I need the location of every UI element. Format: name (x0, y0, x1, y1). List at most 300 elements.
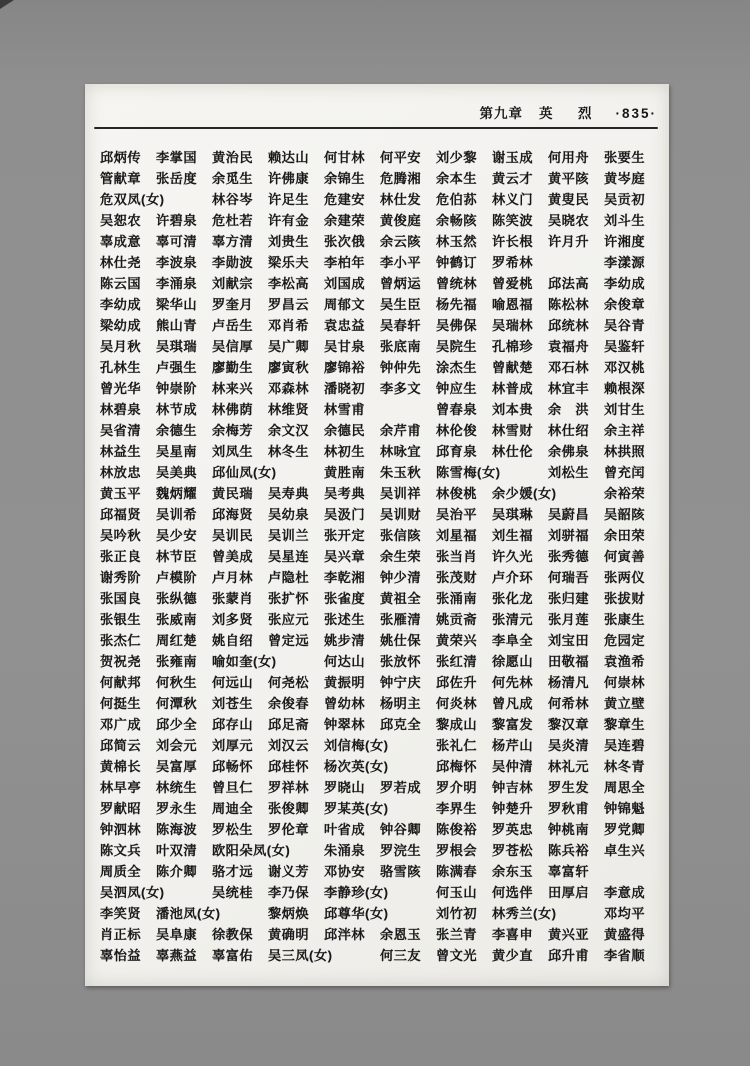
name-cell: 袁忠益 (324, 318, 366, 333)
name-cell: 吴院生 (436, 339, 478, 354)
name-row (100, 440, 660, 461)
name-row (100, 944, 660, 965)
name-cell: 张要生 (604, 150, 646, 165)
name-cell: 邱梅怀 (436, 759, 478, 774)
name-row (100, 272, 660, 293)
name-cell: 林放忠 (100, 465, 142, 480)
name-row (100, 650, 660, 671)
name-cell: 辜方清 (212, 234, 254, 249)
name-cell: 林益生 (100, 444, 142, 459)
name-cell: 陈兵裕 (548, 843, 590, 858)
page-header (479, 102, 657, 122)
name-cell: 林维贤 (268, 402, 310, 417)
scan-corner-artifact (0, 0, 14, 9)
name-cell: 叶双清 (156, 843, 198, 858)
name-cell: 罗伦章 (268, 822, 310, 837)
name-cell: 田厚启 (548, 885, 590, 900)
name-cell: 卢模阶 (156, 570, 198, 585)
name-row (100, 503, 660, 524)
name-cell: 孔棉珍 (492, 339, 534, 354)
name-cell: 黎富发 (492, 717, 534, 732)
name-cell: 钟锦魁 (604, 801, 646, 816)
name-cell: 魏炳耀 (156, 486, 198, 501)
name-cell: 邱存山 (212, 717, 254, 732)
name-cell: 罗若成 (380, 780, 422, 795)
name-cell: 邱桂怀 (268, 759, 310, 774)
name-cell: 杨清凡 (548, 675, 590, 690)
name-cell: 邱泮林 (324, 927, 366, 942)
name-cell: 吴阜康 (156, 927, 198, 942)
name-cell: 林早亭 (100, 780, 142, 795)
name-cell: 吴训财 (380, 507, 422, 522)
name-cell: 吴广卿 (268, 339, 310, 354)
name-cell: 吴信厚 (212, 339, 254, 354)
name-cell: 黎炳焕 (268, 906, 310, 921)
name-cell: 何达山 (324, 654, 366, 669)
name-cell: 余文汉 (268, 423, 310, 438)
name-cell: 张扩怀 (268, 591, 310, 606)
name-cell: 李意成 (604, 885, 646, 900)
name-row (100, 776, 660, 797)
name-cell: 林初生 (324, 444, 366, 459)
name-cell: 黄胜南 (324, 465, 366, 480)
name-cell: 许足生 (268, 192, 310, 207)
name-cell: 刘本贵 (492, 402, 534, 417)
name-row (100, 797, 660, 818)
name-cell: 刘贵生 (268, 234, 310, 249)
name-cell: 林义门 (492, 192, 534, 207)
name-cell: 罗松生 (212, 822, 254, 837)
name-cell: 吴泗凤(女) (100, 885, 165, 900)
name-cell: 林普成 (492, 381, 534, 396)
name-cell: 何甘林 (324, 150, 366, 165)
name-cell: 周思全 (604, 780, 646, 795)
name-cell: 张纵德 (156, 591, 198, 606)
name-cell: 吴生臣 (380, 297, 422, 312)
name-cell: 张次俄 (324, 234, 366, 249)
name-cell: 林仕尧 (100, 255, 142, 270)
name-cell: 卢岳生 (212, 318, 254, 333)
header-rule (94, 127, 658, 129)
name-cell: 陈满春 (436, 864, 478, 879)
name-cell: 黄棉长 (100, 759, 142, 774)
name-cell: 林雪甫 (324, 402, 366, 417)
name-cell: 张当肖 (436, 549, 478, 564)
name-cell: 黄岑庭 (604, 171, 646, 186)
name-cell: 曾统林 (436, 276, 478, 291)
name-cell: 张放怀 (380, 654, 422, 669)
name-cell: 余建荣 (324, 213, 366, 228)
name-cell: 辜可清 (156, 234, 198, 249)
name-cell: 危杜若 (212, 213, 254, 228)
empty-cell (604, 870, 660, 871)
name-cell: 刘献宗 (212, 276, 254, 291)
name-cell: 何尧松 (268, 675, 310, 690)
name-cell: 黄立壁 (604, 696, 646, 711)
name-cell: 余云陔 (380, 234, 422, 249)
name-cell: 张雀度 (324, 591, 366, 606)
name-cell: 李涌泉 (156, 276, 198, 291)
name-cell: 张茂财 (436, 570, 478, 585)
name-cell: 邓协安 (324, 864, 366, 879)
name-cell: 何希林 (548, 696, 590, 711)
name-cell: 曾定远 (268, 633, 310, 648)
name-cell: 邱佐升 (436, 675, 478, 690)
name-cell: 何炎林 (436, 696, 478, 711)
name-cell: 吴甘泉 (324, 339, 366, 354)
name-cell: 周郁文 (324, 297, 366, 312)
name-cell: 叶省成 (324, 822, 366, 837)
name-cell: 廖寅秋 (268, 360, 310, 375)
name-cell: 余觅生 (212, 171, 254, 186)
name-cell: 罗某英(女) (324, 801, 389, 816)
name-cell: 徐教保 (212, 927, 254, 942)
name-cell: 李阜全 (492, 633, 534, 648)
name-cell: 何秋生 (156, 675, 198, 690)
name-cell: 李波泉 (156, 255, 198, 270)
name-cell: 张杰仁 (100, 633, 142, 648)
name-cell: 何玉山 (436, 885, 478, 900)
name-cell: 余俊春 (268, 696, 310, 711)
name-cell: 许月升 (548, 234, 590, 249)
name-cell: 林冬生 (268, 444, 310, 459)
name-cell: 钟翠林 (324, 717, 366, 732)
name-cell: 张雍南 (156, 654, 198, 669)
name-cell: 林节成 (156, 402, 198, 417)
name-cell: 曾文光 (436, 948, 478, 963)
name-cell: 吴训祥 (380, 486, 422, 501)
name-cell: 辜富佑 (212, 948, 254, 963)
name-cell: 钟宁庆 (380, 675, 422, 690)
name-cell: 林俊桃 (436, 486, 478, 501)
name-row (100, 881, 660, 902)
name-cell: 刘竹初 (436, 906, 478, 921)
name-cell: 邱炳传 (100, 150, 142, 165)
name-cell: 危双凤(女) (100, 192, 165, 207)
name-cell: 刘凤生 (212, 444, 254, 459)
name-cell: 吴恕农 (100, 213, 142, 228)
name-row (100, 692, 660, 713)
name-cell: 罗秋甫 (548, 801, 590, 816)
name-cell: 黄祖全 (380, 591, 422, 606)
name-cell: 曾献楚 (492, 360, 534, 375)
name-cell: 邱法高 (548, 276, 590, 291)
name-row (100, 293, 660, 314)
name-cell: 张礼仁 (436, 738, 478, 753)
name-row (100, 230, 660, 251)
name-cell: 刘骈福 (548, 528, 590, 543)
name-cell: 喻如奎(女) (212, 654, 277, 669)
name-cell: 邱简云 (100, 738, 142, 753)
name-cell: 吴瑞林 (492, 318, 534, 333)
name-cell: 余生荣 (380, 549, 422, 564)
name-cell: 李勋波 (212, 255, 254, 270)
name-cell: 危腾湘 (380, 171, 422, 186)
name-cell: 陈雪梅(女) (436, 465, 501, 480)
name-cell: 张岳度 (156, 171, 198, 186)
name-cell: 赖根深 (604, 381, 646, 396)
name-cell: 姚贡斋 (436, 612, 478, 627)
empty-cell (380, 408, 436, 409)
name-cell: 吴晓农 (548, 213, 590, 228)
name-cell: 罗生发 (548, 780, 590, 795)
name-row (100, 818, 660, 839)
name-cell: 卢强生 (156, 360, 198, 375)
book-page (85, 84, 669, 986)
name-cell: 何献邦 (100, 675, 142, 690)
name-cell: 刘宝田 (548, 633, 590, 648)
name-cell: 李柏年 (324, 255, 366, 270)
name-cell: 黄确明 (268, 927, 310, 942)
name-cell: 钟谷卿 (380, 822, 422, 837)
name-cell: 孔林生 (100, 360, 142, 375)
name-cell: 杨次英(女) (324, 759, 389, 774)
name-row (100, 167, 660, 188)
name-cell: 张归建 (548, 591, 590, 606)
name-cell: 林雪财 (492, 423, 534, 438)
name-cell: 张秀德 (548, 549, 590, 564)
name-cell: 钟吉林 (492, 780, 534, 795)
name-cell: 林礼元 (548, 759, 590, 774)
name-cell: 黎成山 (436, 717, 478, 732)
name-cell: 曾春泉 (436, 402, 478, 417)
name-cell: 曾幼林 (324, 696, 366, 711)
name-cell: 林碧泉 (100, 402, 142, 417)
name-cell: 刘国成 (324, 276, 366, 291)
name-cell: 卢隐杜 (268, 570, 310, 585)
name-cell: 吴仲清 (492, 759, 534, 774)
name-cell: 李笑贤 (100, 906, 142, 921)
name-cell: 吴韶陔 (604, 507, 646, 522)
name-row (100, 860, 660, 881)
name-cell: 钟楚升 (492, 801, 534, 816)
name-cell: 余锦生 (324, 171, 366, 186)
name-cell: 李幼成 (604, 276, 646, 291)
chapter-title: 英 烈 (538, 106, 598, 121)
name-cell: 许碧泉 (156, 213, 198, 228)
name-cell: 张蒙肖 (212, 591, 254, 606)
name-cell: 吴寿典 (268, 486, 310, 501)
name-cell: 黄盛得 (604, 927, 646, 942)
name-cell: 何瑞吾 (548, 570, 590, 585)
name-cell: 刘生福 (492, 528, 534, 543)
name-cell: 钟鹤订 (436, 255, 478, 270)
name-cell: 李掌国 (156, 150, 198, 165)
name-row (100, 482, 660, 503)
name-cell: 许湘度 (604, 234, 646, 249)
name-cell: 张述生 (324, 612, 366, 627)
name-cell: 邓石林 (548, 360, 590, 375)
name-cell: 吴贡初 (604, 192, 646, 207)
name-cell: 钟应生 (436, 381, 478, 396)
name-cell: 袁福舟 (548, 339, 590, 354)
name-cell: 余佛泉 (548, 444, 590, 459)
name-cell: 辜富轩 (548, 864, 590, 879)
name-cell: 吴连碧 (604, 738, 646, 753)
name-cell: 吴美典 (156, 465, 198, 480)
name-cell: 李多文 (380, 381, 422, 396)
name-cell: 徐愿山 (492, 654, 534, 669)
name-cell: 李小平 (380, 255, 422, 270)
name-cell: 李漾源 (604, 255, 646, 270)
name-cell: 吴佛保 (436, 318, 478, 333)
name-cell: 林伦俊 (436, 423, 478, 438)
name-cell: 余少媛(女) (492, 486, 557, 501)
name-cell: 陈笑波 (492, 213, 534, 228)
name-cell: 吴蔚昌 (548, 507, 590, 522)
name-cell: 张兰青 (436, 927, 478, 942)
name-cell: 林仕发 (380, 192, 422, 207)
name-cell: 罗苍松 (492, 843, 534, 858)
name-cell: 李界生 (436, 801, 478, 816)
name-row (100, 755, 660, 776)
name-cell: 喻恩福 (492, 297, 534, 312)
name-row (100, 188, 660, 209)
name-cell: 林咏宜 (380, 444, 422, 459)
name-row (100, 209, 660, 230)
name-cell: 李喜申 (492, 927, 534, 942)
name-cell: 张信陔 (380, 528, 422, 543)
name-cell: 吴训兰 (268, 528, 310, 543)
name-cell: 刘厚元 (212, 738, 254, 753)
name-cell: 梁乐夫 (268, 255, 310, 270)
name-cell: 罗晓山 (324, 780, 366, 795)
name-cell: 林仕伦 (492, 444, 534, 459)
name-cell: 刘多贤 (212, 612, 254, 627)
name-cell: 梁华山 (156, 297, 198, 312)
name-row (100, 566, 660, 587)
chapter-label: 第九章 (479, 106, 523, 121)
name-cell: 张拔财 (604, 591, 646, 606)
name-cell: 邓广成 (100, 717, 142, 732)
name-cell: 陈松林 (548, 297, 590, 312)
name-cell: 骆雪陔 (380, 864, 422, 879)
name-cell: 张涌南 (436, 591, 478, 606)
name-row (100, 923, 660, 944)
name-cell: 刘斗生 (604, 213, 646, 228)
name-cell: 余田荣 (604, 528, 646, 543)
name-cell: 骆才远 (212, 864, 254, 879)
name-cell: 邱尊华(女) (324, 906, 389, 921)
name-cell: 袁渔希 (604, 654, 646, 669)
name-cell: 肖正标 (100, 927, 142, 942)
name-cell: 林仕绍 (548, 423, 590, 438)
name-cell: 卓生兴 (604, 843, 646, 858)
name-cell: 林宜丰 (548, 381, 590, 396)
name-cell: 邱克全 (380, 717, 422, 732)
name-cell: 梁幼成 (100, 318, 142, 333)
name-cell: 李幼成 (100, 297, 142, 312)
name-cell: 许长根 (492, 234, 534, 249)
name-cell: 罗浣生 (380, 843, 422, 858)
name-cell: 余芹甫 (380, 423, 422, 438)
name-cell: 李静珍(女) (324, 885, 389, 900)
name-cell: 廖锦裕 (324, 360, 366, 375)
name-cell: 张应元 (268, 612, 310, 627)
name-cell: 曾美成 (212, 549, 254, 564)
name-cell: 罗祥林 (268, 780, 310, 795)
name-cell: 吴春轩 (380, 318, 422, 333)
martyr-name-grid (100, 146, 660, 965)
name-cell: 钟少清 (380, 570, 422, 585)
name-cell: 吴星南 (156, 444, 198, 459)
name-cell: 吴富厚 (156, 759, 198, 774)
name-cell: 吴琪琳 (492, 507, 534, 522)
name-cell: 许有金 (268, 213, 310, 228)
name-cell: 吴月秋 (100, 339, 142, 354)
name-cell: 余梅芳 (212, 423, 254, 438)
name-cell: 刘信梅(女) (324, 738, 389, 753)
name-cell: 张两仪 (604, 570, 646, 585)
name-row (100, 419, 660, 440)
name-cell: 林佛荫 (212, 402, 254, 417)
name-cell: 吴鉴轩 (604, 339, 646, 354)
name-cell: 张化龙 (492, 591, 534, 606)
name-cell: 刘少黎 (436, 150, 478, 165)
name-cell: 吴治平 (436, 507, 478, 522)
name-cell: 陈介卿 (156, 864, 198, 879)
name-cell: 黄民瑞 (212, 486, 254, 501)
name-cell: 邱统林 (548, 318, 590, 333)
name-cell: 刘星福 (436, 528, 478, 543)
name-cell: 周迪全 (212, 801, 254, 816)
name-cell: 张开定 (324, 528, 366, 543)
name-cell: 黄玉平 (100, 486, 142, 501)
name-cell: 罗献昭 (100, 801, 142, 816)
name-cell: 辜怡益 (100, 948, 142, 963)
name-cell: 欧阳朵凤(女) (212, 843, 291, 858)
name-cell: 罗根会 (436, 843, 478, 858)
name-cell: 何远山 (212, 675, 254, 690)
name-cell: 张清元 (492, 612, 534, 627)
name-cell: 何用舟 (548, 150, 590, 165)
name-cell: 罗英忠 (492, 822, 534, 837)
name-cell: 余德民 (324, 423, 366, 438)
name-cell: 曾凡成 (492, 696, 534, 711)
name-cell: 林来兴 (212, 381, 254, 396)
name-cell: 朱玉秋 (380, 465, 422, 480)
name-row (100, 398, 660, 419)
name-cell: 陈海波 (156, 822, 198, 837)
name-cell: 罗希林 (492, 255, 534, 270)
name-cell: 何选伴 (492, 885, 534, 900)
name-cell: 林秀兰(女) (492, 906, 557, 921)
name-cell: 刘汉云 (268, 738, 310, 753)
page-number: ·835· (615, 106, 657, 121)
name-cell: 吴谷青 (604, 318, 646, 333)
name-cell: 张正良 (100, 549, 142, 564)
name-cell: 林节臣 (156, 549, 198, 564)
name-cell: 余本生 (436, 171, 478, 186)
name-cell: 黄荣兴 (436, 633, 478, 648)
name-cell: 吴少安 (156, 528, 198, 543)
name-cell: 余东玉 (492, 864, 534, 879)
name-cell: 钟泗林 (100, 822, 142, 837)
name-cell: 张底南 (380, 339, 422, 354)
name-cell: 罗党卿 (604, 822, 646, 837)
name-cell: 杨先福 (436, 297, 478, 312)
name-cell: 卢月林 (212, 570, 254, 585)
name-cell: 邱少全 (156, 717, 198, 732)
name-cell: 刘苍生 (212, 696, 254, 711)
name-cell: 何崇林 (604, 675, 646, 690)
name-cell: 张红清 (436, 654, 478, 669)
name-row (100, 713, 660, 734)
name-cell: 林拱照 (604, 444, 646, 459)
name-cell: 卢介环 (492, 570, 534, 585)
name-cell: 吴琪瑞 (156, 339, 198, 354)
name-cell: 余德生 (156, 423, 198, 438)
